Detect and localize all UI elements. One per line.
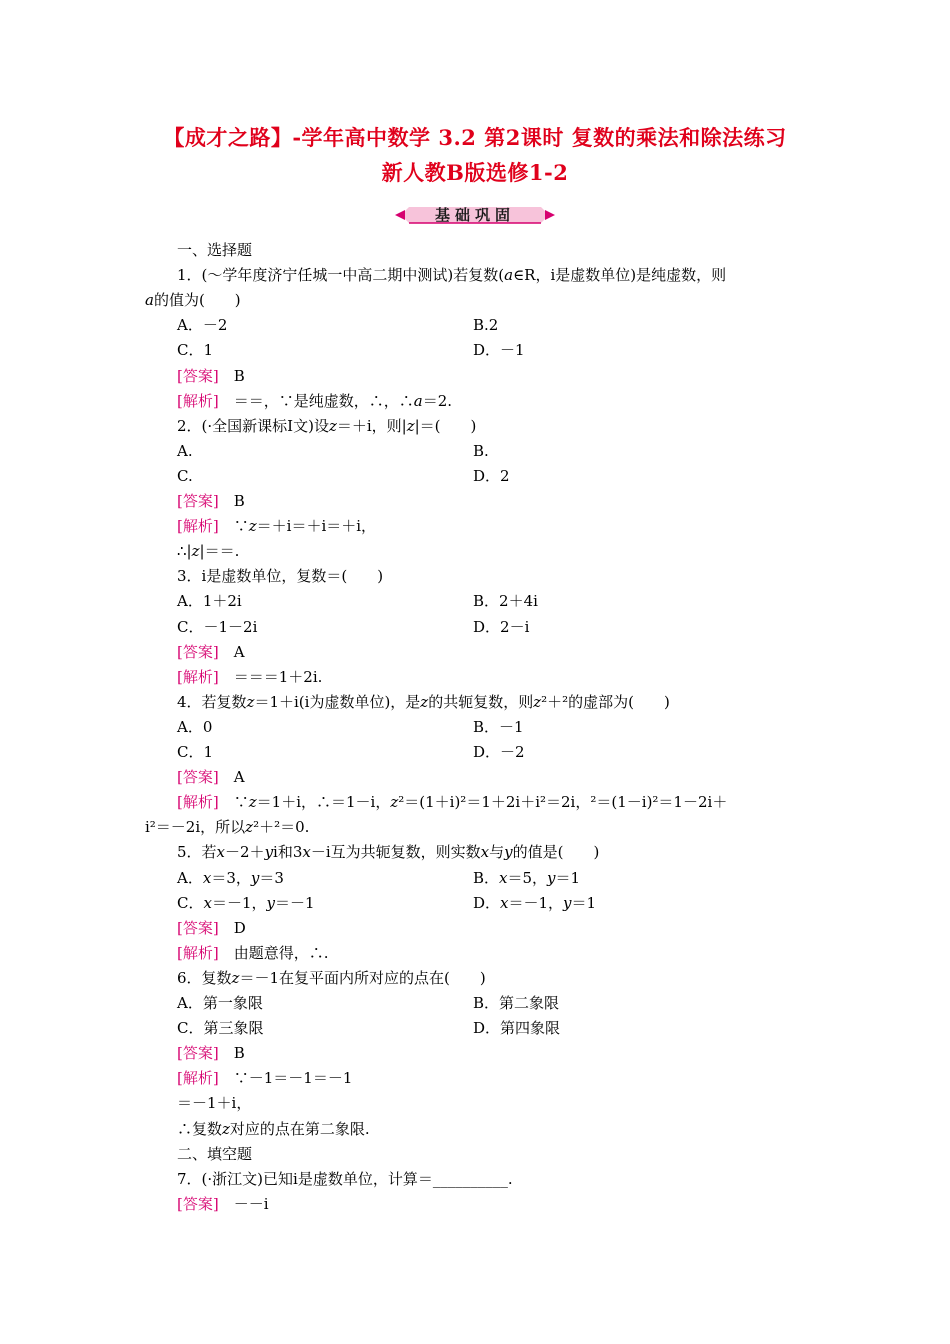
question-6-option-c: C．第三象限	[177, 1019, 264, 1038]
question-6-answer: [答案] B	[177, 1044, 245, 1063]
question-3-option-a: A．1＋2i	[177, 592, 242, 611]
question-2-stem: 2．(·全国新课标Ⅰ文)设z＝＋i，则|z|＝( )	[177, 416, 477, 435]
answer-tag: [答案]	[177, 1044, 219, 1063]
math-variable: z	[222, 1119, 230, 1138]
math-variable: a	[413, 391, 423, 410]
math-variable: z	[533, 692, 542, 711]
math-variable: y	[250, 868, 260, 887]
question-3-option-c: C．－1－2i	[177, 617, 258, 636]
question-6-analysis-continued: ＝－1＋i，	[177, 1094, 252, 1113]
math-variable: x	[203, 893, 212, 912]
document-title-line-2: 新人教B版选修1-2	[381, 160, 569, 185]
question-4-answer: [答案] A	[177, 768, 245, 787]
question-2-analysis: [解析] ∵z＝＋i＝＋i＝＋i，	[177, 517, 377, 536]
answer-tag: [答案]	[177, 918, 219, 937]
section-heading: 一、选择题	[177, 241, 253, 259]
question-4-option-b: B．－1	[473, 717, 524, 736]
banner-label: 基础巩固	[434, 206, 515, 224]
math-variable: x	[480, 843, 490, 862]
math-variable: z	[231, 968, 240, 987]
math-variable: y	[264, 843, 274, 862]
question-4-stem: 4．若复数z＝1＋i(i为虚数单位)，是z的共轭复数，则z²＋²的虚部为( )	[177, 692, 670, 711]
answer-tag: [答案]	[177, 492, 219, 510]
question-5-option-c: C．x＝－1，y＝－1	[177, 893, 315, 912]
question-1-option-d: D．－1	[473, 341, 525, 360]
question-6-analysis: [解析] ∵－1＝－1＝－1	[177, 1069, 353, 1088]
math-variable: z	[390, 793, 399, 812]
question-2-option-a: A.	[177, 441, 193, 460]
question-1-stem-continued: a的值为( )	[145, 291, 241, 310]
answer-tag: [答案]	[177, 768, 219, 787]
question-1-stem: 1．(～学年度济宁任城一中高二期中测试)若复数(a∈R，i是虚数单位)是纯虚数，则	[177, 266, 727, 285]
question-5-option-b: B．x＝5，y＝1	[473, 868, 581, 887]
question-1-answer: [答案] B	[177, 366, 245, 385]
math-variable: z	[248, 793, 257, 812]
section-heading-2: 二、填空题	[177, 1144, 253, 1163]
question-4-option-c: C．1	[177, 743, 214, 761]
question-2-option-d: D．2	[473, 466, 510, 485]
question-2-option-c: C.	[177, 466, 193, 485]
question-1-analysis: [解析] ＝＝，∵是纯虚数，∴，∴a＝2.	[177, 391, 453, 410]
math-variable: z	[191, 542, 200, 561]
math-variable: y	[547, 868, 556, 887]
question-4-analysis-continued: i²＝－2i，所以z²＋²＝0.	[145, 818, 310, 837]
math-variable: z	[420, 692, 429, 711]
analysis-tag: [解析]	[177, 793, 219, 812]
math-variable: z	[328, 416, 337, 435]
math-variable: z	[248, 517, 257, 536]
math-variable: y	[504, 843, 513, 862]
section-banner	[395, 204, 555, 226]
question-6-stem: 6．复数z＝－1在复平面内所对应的点在( )	[177, 968, 486, 987]
question-6-option-b: B．第二象限	[473, 994, 560, 1012]
math-variable: x	[202, 868, 212, 887]
analysis-tag: [解析]	[177, 943, 219, 962]
question-1-option-a: A．－2	[177, 316, 228, 335]
analysis-tag: [解析]	[177, 667, 219, 686]
question-2-analysis-continued: ∴|z|＝＝.	[177, 542, 240, 561]
question-7-stem: 7．(·浙江文)已知i是虚数单位，计算＝__________.	[177, 1169, 513, 1188]
question-3-option-d: D．2－i	[473, 617, 530, 636]
answer-tag: [答案]	[177, 366, 219, 385]
answer-tag: [答案]	[177, 1194, 219, 1213]
document-title-line-1: 【成才之路】-学年高中数学 3.2 第2课时 复数的乘法和除法练习	[163, 125, 787, 150]
question-5-option-d: D．x＝－1，y＝1	[473, 893, 597, 912]
analysis-tag: [解析]	[177, 391, 219, 410]
question-4-option-a: A．0	[177, 717, 213, 736]
math-variable: z	[406, 416, 415, 435]
question-1-option-b: B.2	[473, 316, 499, 335]
math-variable: a	[145, 291, 154, 310]
analysis-tag: [解析]	[177, 517, 219, 536]
answer-tag: [答案]	[177, 642, 219, 661]
math-variable: y	[563, 893, 572, 912]
question-5-analysis: [解析] 由题意得，∴.	[177, 943, 329, 962]
math-variable: y	[266, 893, 275, 912]
question-7-answer: [答案] －－i	[177, 1194, 269, 1213]
question-6-analysis-continued-2: ∴复数z对应的点在第二象限.	[177, 1119, 370, 1138]
question-3-answer: [答案] A	[177, 642, 245, 661]
question-5-option-a: A．x＝3，y＝3	[177, 868, 284, 887]
question-4-option-d: D．－2	[473, 743, 525, 761]
math-variable: a	[504, 266, 514, 285]
question-5-answer: [答案] D	[177, 918, 246, 937]
question-1-option-c: C．1	[177, 341, 214, 360]
math-variable: x	[499, 868, 508, 887]
question-6-option-a: A．第一象限	[177, 994, 263, 1012]
math-variable: z	[245, 818, 254, 837]
analysis-tag: [解析]	[177, 1069, 219, 1088]
question-3-stem: 3．i是虚数单位，复数＝( )	[177, 567, 384, 586]
question-3-option-b: B．2＋4i	[473, 592, 538, 611]
question-5-stem: 5．若x－2＋yi和3x－i互为共轭复数，则实数x与y的值是( )	[177, 843, 600, 862]
math-variable: x	[302, 843, 311, 862]
math-variable: z	[246, 692, 255, 711]
question-6-option-d: D．第四象限	[473, 1019, 561, 1038]
question-4-analysis: [解析] ∵z＝1＋i，∴＝1－i，z²＝(1＋i)²＝1＋2i＋i²＝2i，²＝(1－i)²＝1－2i＋	[177, 793, 728, 812]
question-2-option-b: B.	[473, 441, 489, 460]
question-2-answer: [答案] B	[177, 492, 245, 510]
math-variable: x	[216, 843, 226, 862]
question-3-analysis: [解析] ＝＝＝1＋2i.	[177, 667, 323, 686]
math-variable: x	[500, 893, 509, 912]
